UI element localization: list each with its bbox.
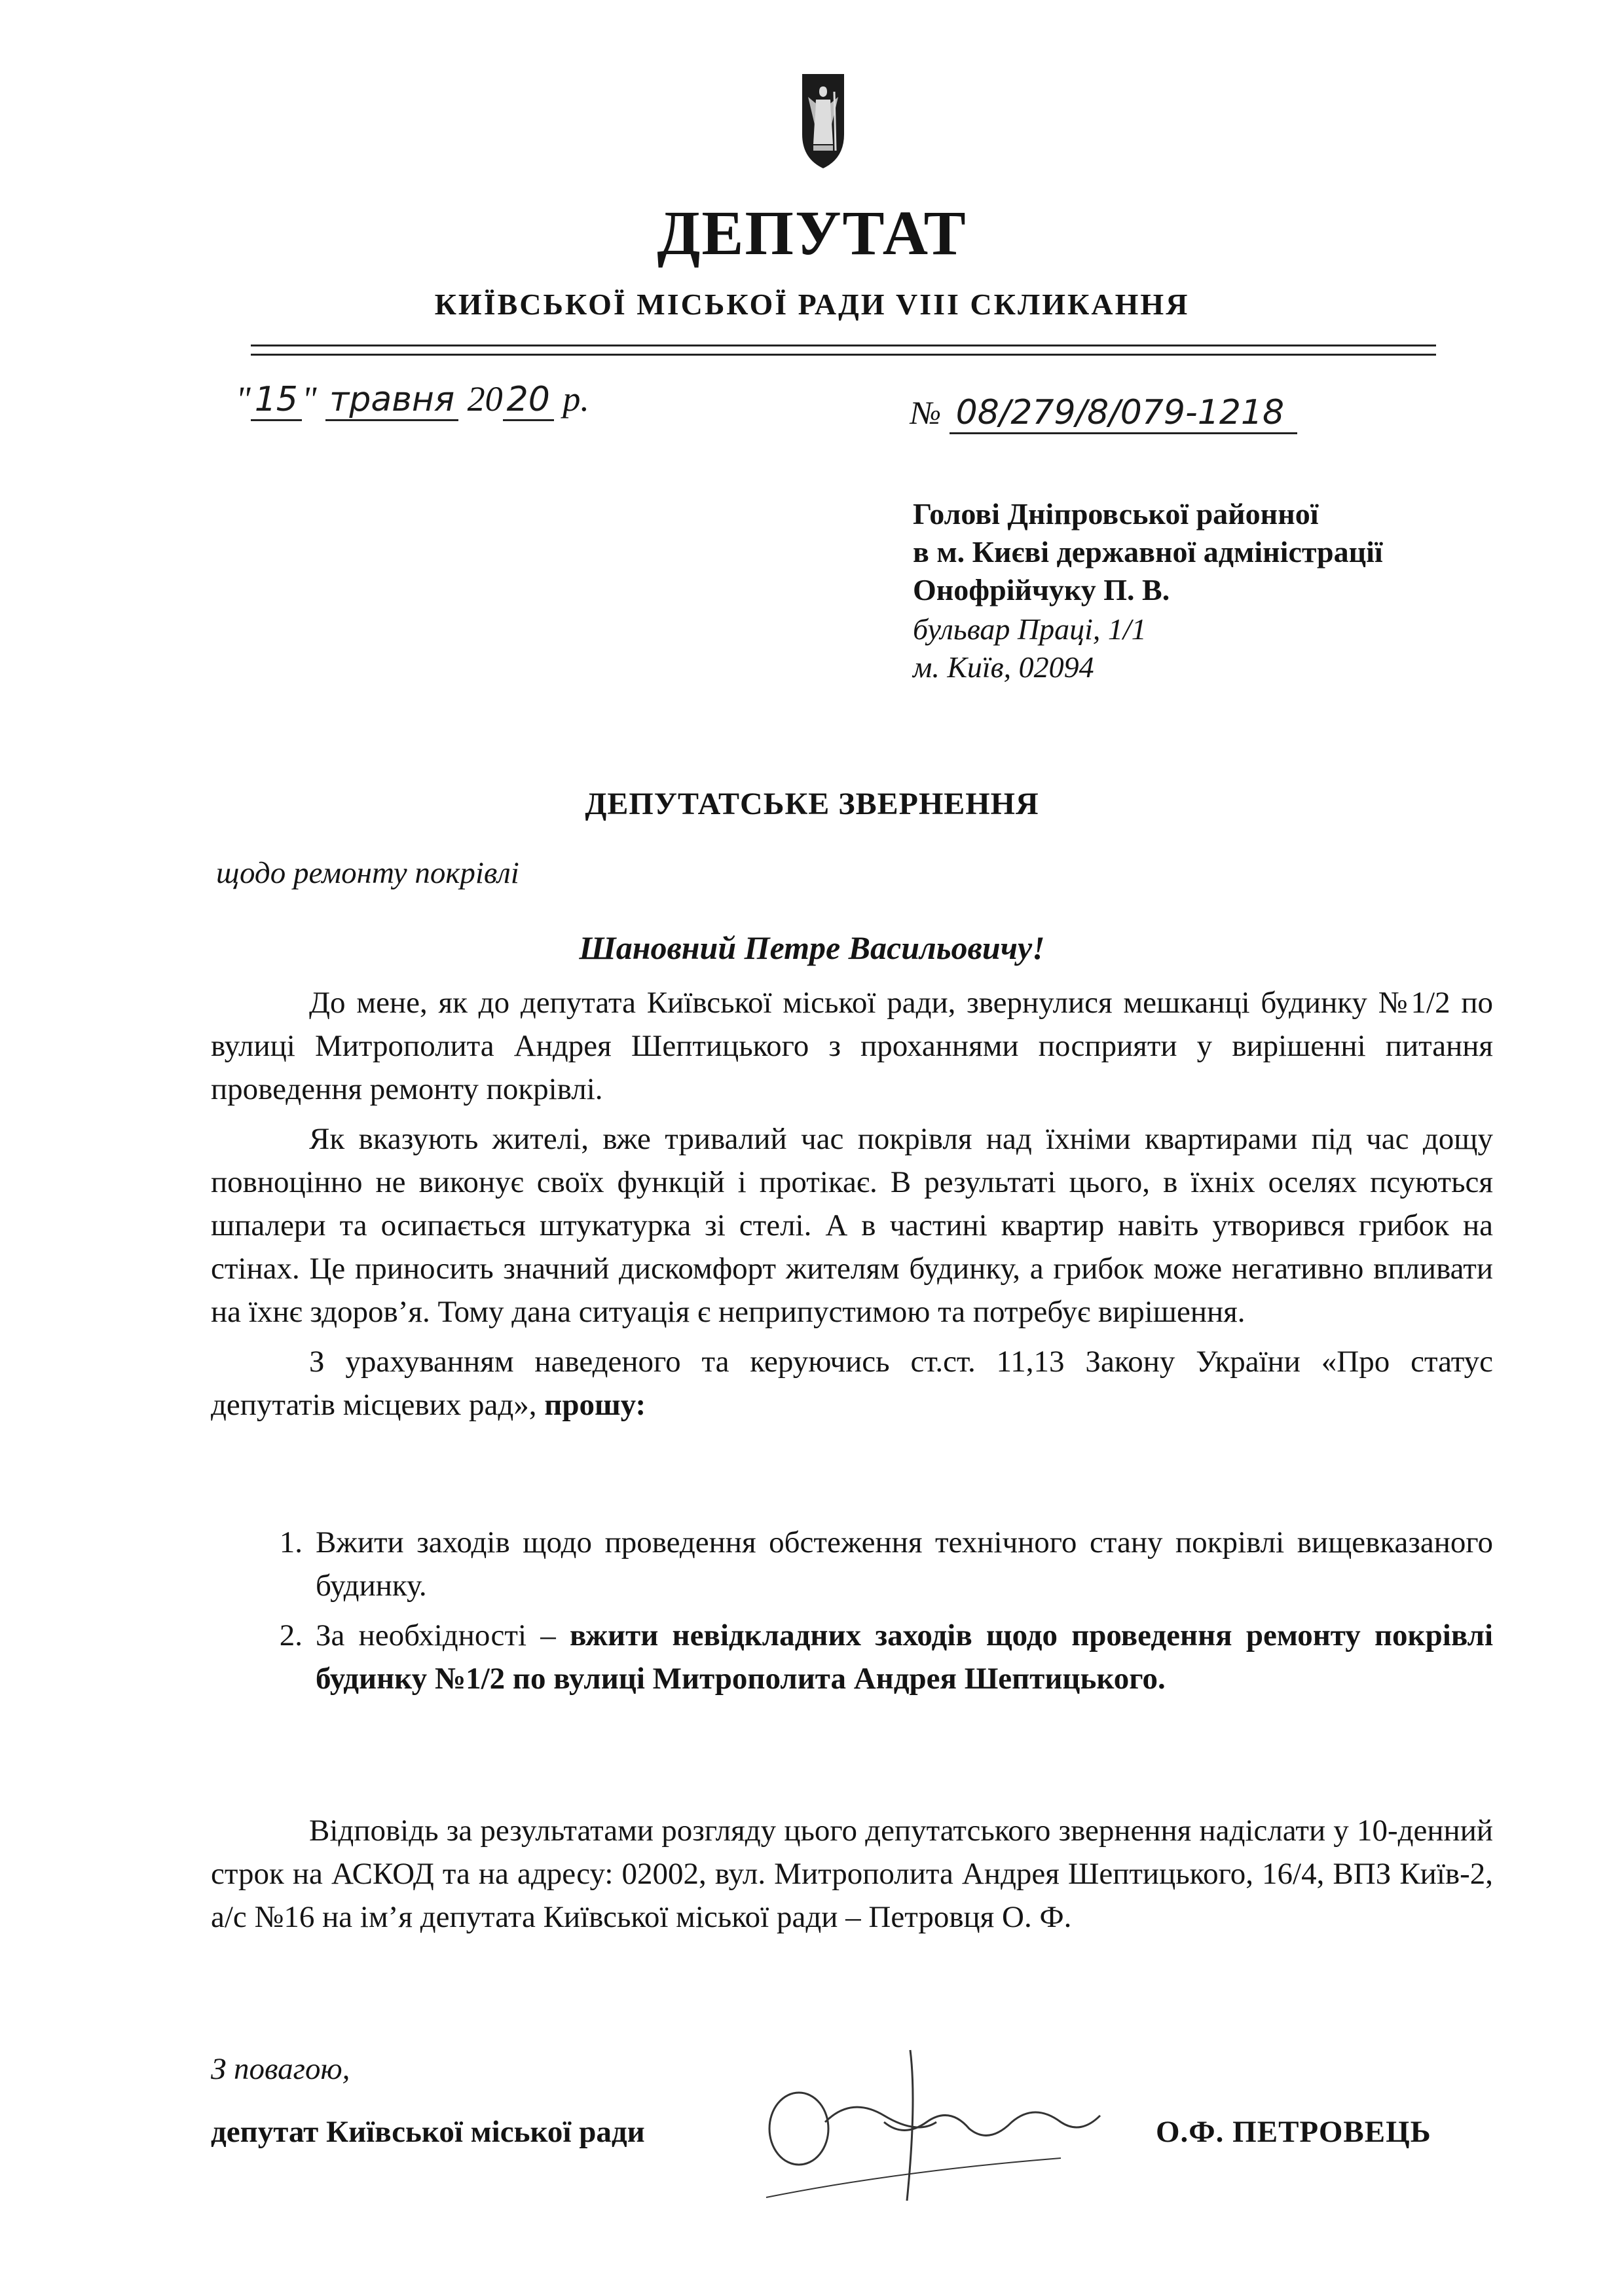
date-day: 15 bbox=[251, 380, 302, 421]
list-item bbox=[211, 1521, 1493, 1607]
list-item-text: Вжити заходів щодо проведення обстеження технічного стану покрівлі вищевказаного будинку. bbox=[316, 1525, 1493, 1603]
date-year-suffix: 20 bbox=[503, 380, 554, 421]
date-month: травня bbox=[325, 380, 458, 421]
date-year-unit: р. bbox=[563, 379, 589, 419]
header-rule-bottom bbox=[251, 354, 1436, 356]
paragraph bbox=[211, 1340, 1493, 1427]
request-list bbox=[211, 1521, 1493, 1707]
body-text bbox=[211, 981, 1493, 1427]
reference-label: № bbox=[910, 394, 942, 431]
closing-regards: З повагою, bbox=[211, 2052, 350, 2086]
addressee-line: Голові Дніпровської районної bbox=[913, 497, 1319, 531]
handwritten-signature bbox=[753, 2024, 1120, 2220]
date-open-quote: " bbox=[236, 379, 251, 419]
header-title: ДЕПУТАТ bbox=[657, 198, 967, 268]
addressee-address bbox=[913, 610, 1147, 686]
addressee-city: м. Київ, 02094 bbox=[913, 650, 1094, 684]
list-item-text bbox=[316, 1614, 1493, 1700]
date-year-prefix: 20 bbox=[467, 379, 503, 419]
addressee-name: Онофрійчуку П. В. bbox=[913, 573, 1170, 606]
request-word: прошу: bbox=[544, 1388, 646, 1422]
kyiv-emblem-icon bbox=[800, 72, 846, 170]
list-item-lead: За необхідності – bbox=[316, 1618, 556, 1652]
date-close-quote: " bbox=[301, 379, 317, 419]
document-title: ДЕПУТАТСЬКЕ ЗВЕРНЕННЯ bbox=[585, 787, 1039, 821]
paragraph: До мене, як до депутата Київської міської ради, звернулися мешканці будинку №1/2 по вулиці Митрополита Андрея Шептицького з проханнями посприяти у вирішенні питання проведення ремонту покрівлі. bbox=[211, 986, 1493, 1106]
header-subtitle: КИЇВСЬКОЇ МІСЬКОЇ РАДИ VIII СКЛИКАННЯ bbox=[434, 288, 1190, 321]
document-date bbox=[236, 379, 589, 419]
salutation: Шановний Петре Васильовичу! bbox=[579, 929, 1045, 966]
list-item-number: 2. bbox=[279, 1618, 303, 1652]
paragraph: Як вказують жителі, вже тривалий час покрівля над їхніми квартирами під час дощу повноцінно не виконує своїх функцій і протікає. В результаті цього, в їхніх оселях псуються шпалери та осипається штукатурка зі стелі. А в частині квартир навіть утворився грибок на стінах. Це приносить значний дискомфорт жителям будинку, а грибок може негативно впливати на їхнє здоров’я. Тому дана ситуація є неприпустимою та потребує вирішення. bbox=[211, 1122, 1493, 1329]
header-rule-top bbox=[251, 345, 1436, 346]
document-subject: щодо ремонту покрівлі bbox=[216, 856, 519, 890]
addressee-line: в м. Києві державної адміністрації bbox=[913, 535, 1383, 569]
list-item-number: 1. bbox=[279, 1525, 303, 1559]
addressee-block bbox=[913, 495, 1383, 609]
reference-value: 08/279/8/079-1218 bbox=[950, 393, 1297, 434]
paragraph: Відповідь за результатами розгляду цього депутатського звернення надіслати у 10-денний строк на АСКОД та на адресу: 02002, вул. Митрополита Андрея Шептицького, 16/4, ВПЗ Київ-2, а/с №16 на ім’я депутата Київської міської ради – Петровця О. Ф. bbox=[211, 1814, 1493, 1934]
addressee-street: бульвар Праці, 1/1 bbox=[913, 612, 1147, 646]
paragraph-lead: З урахуванням наведеного та керуючись ст.ст. 11,13 Закону України «Про статус депутатів місцевих рад», bbox=[211, 1345, 1493, 1422]
reply-paragraph bbox=[211, 1809, 1493, 1939]
list-item bbox=[211, 1614, 1493, 1700]
list-item-bold: вжити невідкладних заходів щодо проведення ремонту покрівлі будинку №1/2 по вулиці Митрополита Андрея Шептицького. bbox=[316, 1618, 1494, 1696]
signatory-role: депутат Київської міської ради bbox=[211, 2115, 645, 2149]
reference-number bbox=[910, 393, 1297, 432]
signatory-name: О.Ф. ПЕТРОВЕЦЬ bbox=[1156, 2115, 1431, 2149]
